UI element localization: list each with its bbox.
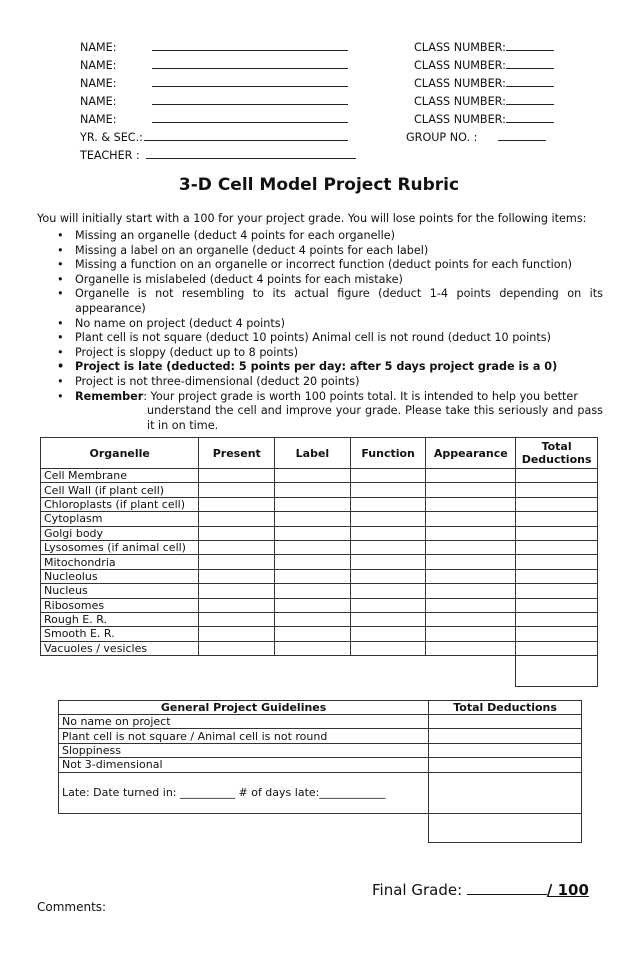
total-row <box>59 813 582 842</box>
table-row <box>41 540 598 554</box>
class-number-label: CLASS NUMBER: <box>414 77 506 90</box>
deduction-cell[interactable] <box>516 598 598 612</box>
name-field[interactable] <box>152 93 348 105</box>
appearance-cell[interactable] <box>426 598 516 612</box>
list-item: • Project is late (deducted: 5 points per day: after 5 days project grade is a 0) <box>37 360 603 375</box>
present-cell[interactable] <box>199 612 275 626</box>
label-cell[interactable] <box>275 569 351 583</box>
remember-label: Remember <box>75 389 144 403</box>
guideline-item: No name on project <box>59 715 429 729</box>
column-header: Label <box>275 438 351 469</box>
appearance-cell[interactable] <box>426 512 516 526</box>
final-grade-field[interactable] <box>467 880 547 895</box>
appearance-cell[interactable] <box>426 555 516 569</box>
group-number-field[interactable] <box>498 129 546 141</box>
function-cell[interactable] <box>350 598 426 612</box>
present-cell[interactable] <box>199 526 275 540</box>
column-header: Total Deductions <box>516 438 598 469</box>
blank-area <box>59 813 429 842</box>
label-cell[interactable] <box>275 540 351 554</box>
organelle-name: Vacuoles / vesicles <box>41 641 199 655</box>
info-row <box>80 39 580 57</box>
total-deductions-cell[interactable] <box>429 813 582 842</box>
remember-continued: understand the cell and improve your grade. Please take this seriously and pass it in on time. <box>147 404 603 432</box>
list-item: • Organelle is not resembling to its actual figure (deduct 1-4 points depending on its appearance) <box>37 287 603 316</box>
group-number-label: GROUP NO. : <box>406 131 478 144</box>
guideline-item: Plant cell is not square / Animal cell is not round <box>59 729 429 743</box>
present-cell[interactable] <box>199 627 275 641</box>
present-cell[interactable] <box>199 512 275 526</box>
present-cell[interactable] <box>199 483 275 497</box>
present-cell[interactable] <box>199 555 275 569</box>
class-number-label: CLASS NUMBER: <box>414 59 506 72</box>
table-row <box>41 641 598 655</box>
table-row <box>41 627 598 641</box>
table-row <box>59 743 582 757</box>
organelle-name: Cell Membrane <box>41 469 199 483</box>
label-cell[interactable] <box>275 469 351 483</box>
list-item: • Project is not three-dimensional (deduct 20 points) <box>37 375 603 390</box>
organelle-name: Chloroplasts (if plant cell) <box>41 497 199 511</box>
column-header: Appearance <box>426 438 516 469</box>
function-cell[interactable] <box>350 512 426 526</box>
late-entry[interactable]: Late: Date turned in: __________ # of days late:____________ <box>59 772 429 813</box>
table-row <box>41 598 598 612</box>
teacher-label: TEACHER : <box>80 149 140 162</box>
function-cell[interactable] <box>350 641 426 655</box>
class-number-label: CLASS NUMBER: <box>414 113 506 126</box>
name-label: NAME: <box>80 41 117 54</box>
table-row <box>59 729 582 743</box>
final-grade-label: Final Grade: <box>372 881 463 899</box>
organelle-name: Smooth E. R. <box>41 627 199 641</box>
present-cell[interactable] <box>199 598 275 612</box>
info-row <box>80 75 580 93</box>
list-item: • Organelle is mislabeled (deduct 4 points for each mistake) <box>37 273 603 288</box>
appearance-cell[interactable] <box>426 540 516 554</box>
table-row <box>41 512 598 526</box>
present-cell[interactable] <box>199 497 275 511</box>
table-header-row <box>41 438 598 469</box>
deduction-cell[interactable] <box>516 469 598 483</box>
organelle-name: Cell Wall (if plant cell) <box>41 483 199 497</box>
class-number-label: CLASS NUMBER: <box>414 41 506 54</box>
guidelines-table <box>58 700 582 843</box>
column-header: Total Deductions <box>429 701 582 715</box>
final-grade-total: / 100 <box>546 881 589 899</box>
name-field[interactable] <box>152 39 348 51</box>
class-number-field[interactable] <box>506 75 554 87</box>
organelle-name: Lysosomes (if animal cell) <box>41 540 199 554</box>
column-header: Function <box>350 438 426 469</box>
deduction-cell[interactable] <box>516 540 598 554</box>
teacher-row <box>80 147 580 165</box>
table-row <box>59 772 582 813</box>
info-row <box>80 93 580 111</box>
deduction-list <box>37 229 603 433</box>
present-cell[interactable] <box>199 569 275 583</box>
name-label: NAME: <box>80 113 117 126</box>
present-cell[interactable] <box>199 469 275 483</box>
year-section-label: YR. & SEC.: <box>80 131 143 144</box>
function-cell[interactable] <box>350 584 426 598</box>
table-header-row <box>59 701 582 715</box>
organelle-name: Rough E. R. <box>41 612 199 626</box>
function-cell[interactable] <box>350 526 426 540</box>
label-cell[interactable] <box>275 497 351 511</box>
label-cell[interactable] <box>275 584 351 598</box>
total-deductions-cell[interactable] <box>516 656 598 687</box>
label-cell[interactable] <box>275 526 351 540</box>
organelle-name: Nucleolus <box>41 569 199 583</box>
function-cell[interactable] <box>350 497 426 511</box>
teacher-field[interactable] <box>146 147 356 159</box>
appearance-cell[interactable] <box>426 526 516 540</box>
deduction-cell[interactable] <box>429 715 582 729</box>
column-header: Present <box>199 438 275 469</box>
deduction-cell[interactable] <box>429 772 582 813</box>
name-label: NAME: <box>80 95 117 108</box>
table-row <box>59 715 582 729</box>
deduction-cell[interactable] <box>516 497 598 511</box>
appearance-cell[interactable] <box>426 612 516 626</box>
deduction-cell[interactable] <box>429 729 582 743</box>
comments-label: Comments: <box>37 900 107 914</box>
column-header: General Project Guidelines <box>59 701 429 715</box>
list-item: • Missing an organelle (deduct 4 points for each organelle) <box>37 229 603 244</box>
guideline-item: Sloppiness <box>59 743 429 757</box>
remember-text: : Your project grade is worth 100 points total. It is intended to help you better <box>143 389 578 403</box>
name-field[interactable] <box>152 75 348 87</box>
info-row <box>80 111 580 129</box>
list-item: • Missing a function on an organelle or incorrect function (deduct points for each function) <box>37 258 603 273</box>
deduction-cell[interactable] <box>429 743 582 757</box>
appearance-cell[interactable] <box>426 584 516 598</box>
column-header: Organelle <box>41 438 199 469</box>
deduction-cell[interactable] <box>516 612 598 626</box>
function-cell[interactable] <box>350 612 426 626</box>
info-row <box>80 129 580 147</box>
organelle-name: Golgi body <box>41 526 199 540</box>
class-number-field[interactable] <box>506 57 554 69</box>
table-row <box>59 758 582 772</box>
table-row <box>41 555 598 569</box>
name-field[interactable] <box>152 111 348 123</box>
present-cell[interactable] <box>199 641 275 655</box>
deduction-cell[interactable] <box>516 627 598 641</box>
blank-area <box>41 656 516 687</box>
list-item: • Plant cell is not square (deduct 10 points) Animal cell is not round (deduct 10 points) <box>37 331 603 346</box>
organelle-name: Mitochondria <box>41 555 199 569</box>
present-cell[interactable] <box>199 584 275 598</box>
deduction-cell[interactable] <box>516 569 598 583</box>
label-cell[interactable] <box>275 598 351 612</box>
appearance-cell[interactable] <box>426 497 516 511</box>
list-item: • Project is sloppy (deduct up to 8 points) <box>37 346 603 361</box>
function-cell[interactable] <box>350 569 426 583</box>
total-row <box>41 656 598 687</box>
organelle-name: Ribosomes <box>41 598 199 612</box>
table-row <box>41 497 598 511</box>
deduction-cell[interactable] <box>516 584 598 598</box>
info-row <box>80 57 580 75</box>
list-item: • No name on project (deduct 4 points) <box>37 317 603 332</box>
list-item: • Missing a label on an organelle (deduct 4 points for each label) <box>37 244 603 259</box>
function-cell[interactable] <box>350 627 426 641</box>
intro-text: You will initially start with a 100 for your project grade. You will lose points for the following items: <box>37 212 587 225</box>
organelle-name: Cytoplasm <box>41 512 199 526</box>
deduction-cell[interactable] <box>516 641 598 655</box>
table-row <box>41 612 598 626</box>
label-cell[interactable] <box>275 641 351 655</box>
page-title: 3-D Cell Model Project Rubric <box>178 175 460 195</box>
table-row <box>41 469 598 483</box>
deduction-cell[interactable] <box>516 512 598 526</box>
guideline-item: Not 3-dimensional <box>59 758 429 772</box>
remember-item <box>37 390 603 434</box>
deduction-cell[interactable] <box>429 758 582 772</box>
year-section-field[interactable] <box>144 129 348 141</box>
organelle-table <box>40 437 598 687</box>
appearance-cell[interactable] <box>426 641 516 655</box>
table-row <box>41 569 598 583</box>
label-cell[interactable] <box>275 612 351 626</box>
table-row <box>41 526 598 540</box>
name-label: NAME: <box>80 59 117 72</box>
final-grade <box>372 880 589 899</box>
present-cell[interactable] <box>199 540 275 554</box>
organelle-name: Nucleus <box>41 584 199 598</box>
table-row <box>41 584 598 598</box>
deduction-cell[interactable] <box>516 526 598 540</box>
label-cell[interactable] <box>275 627 351 641</box>
name-field[interactable] <box>152 57 348 69</box>
class-number-field[interactable] <box>506 111 554 123</box>
name-label: NAME: <box>80 77 117 90</box>
appearance-cell[interactable] <box>426 569 516 583</box>
label-cell[interactable] <box>275 555 351 569</box>
class-number-field[interactable] <box>506 93 554 105</box>
appearance-cell[interactable] <box>426 469 516 483</box>
label-cell[interactable] <box>275 512 351 526</box>
label-cell[interactable] <box>275 483 351 497</box>
function-cell[interactable] <box>350 483 426 497</box>
class-number-field[interactable] <box>506 39 554 51</box>
student-info-header <box>80 39 580 165</box>
deduction-cell[interactable] <box>516 555 598 569</box>
table-row <box>41 483 598 497</box>
function-cell[interactable] <box>350 540 426 554</box>
appearance-cell[interactable] <box>426 627 516 641</box>
function-cell[interactable] <box>350 469 426 483</box>
function-cell[interactable] <box>350 555 426 569</box>
appearance-cell[interactable] <box>426 483 516 497</box>
class-number-label: CLASS NUMBER: <box>414 95 506 108</box>
deduction-cell[interactable] <box>516 483 598 497</box>
